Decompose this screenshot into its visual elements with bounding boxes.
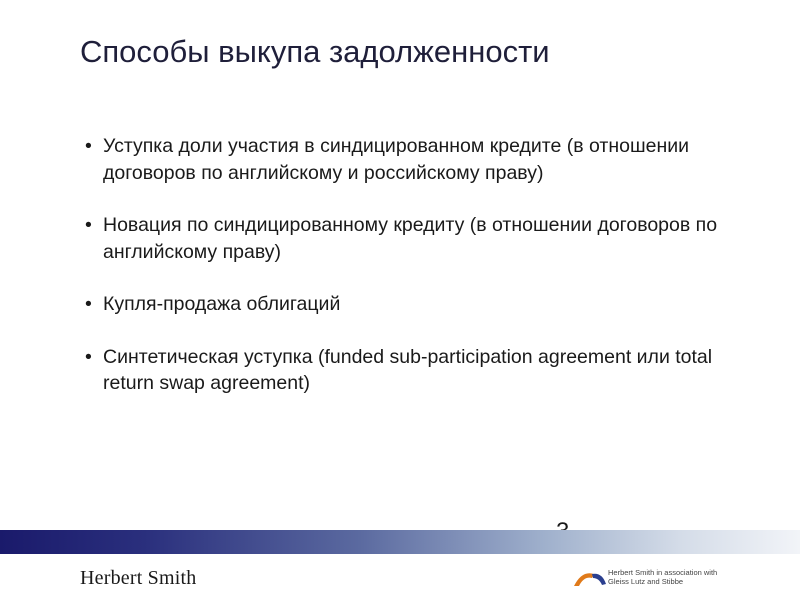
bullet-item: • Синтетическая уступка (funded sub-participation agreement или total return swap agreement) (85, 344, 725, 397)
partner-text (608, 568, 717, 586)
partner-block (572, 566, 772, 590)
footer-gradient-bar (0, 530, 800, 554)
bullet-item: • Новация по синдицированному кредиту (в отношении договоров по английскому праву) (85, 212, 725, 265)
partner-arc-icon (572, 568, 608, 588)
bullet-list (85, 133, 725, 423)
bullet-item: • Купля-продажа облигаций (85, 291, 725, 318)
partner-line-2: Gleiss Lutz and Stibbe (608, 577, 684, 586)
slide-title: Способы выкупа задолженности (80, 34, 550, 69)
bullet-item: • Уступка доли участия в синдицированном кредите (в отношении договоров по английскому и российскому праву) (85, 133, 725, 186)
partner-line-1: Herbert Smith in association with (608, 568, 718, 577)
herbert-smith-logo: Herbert Smith (80, 567, 197, 589)
